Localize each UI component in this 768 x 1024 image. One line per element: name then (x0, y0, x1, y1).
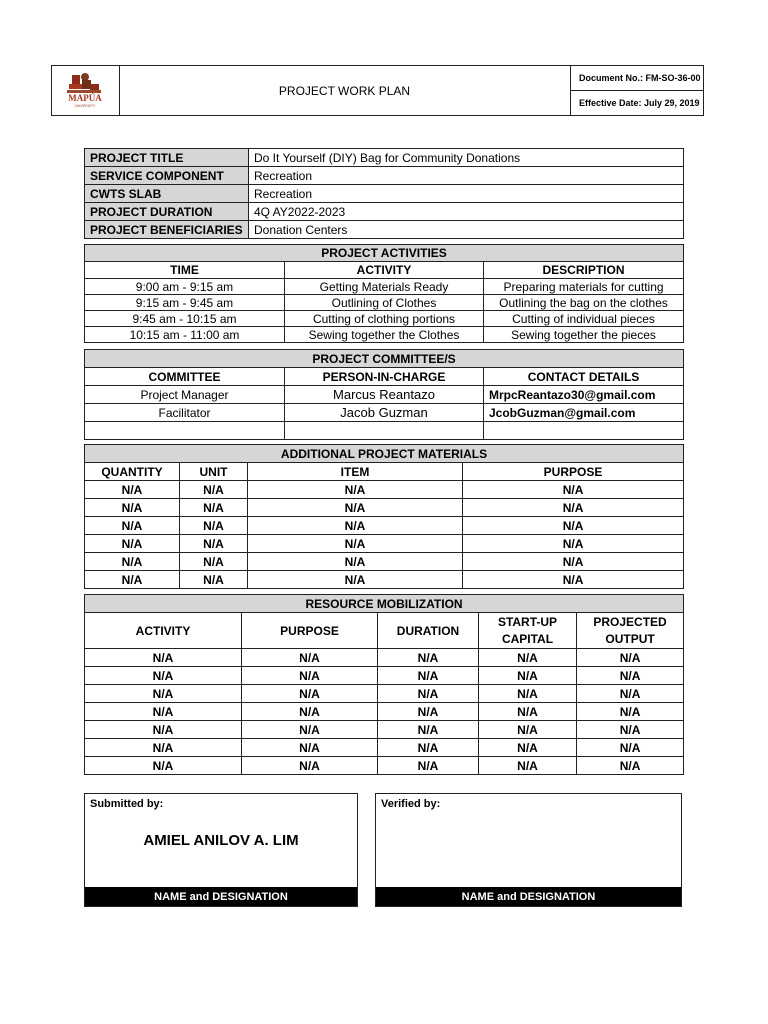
table-row (85, 649, 684, 667)
column-header: PERSON-IN-CHARGE (285, 368, 484, 386)
submitter-name: AMIEL ANILOV A. LIM (143, 832, 299, 849)
person-in-charge (285, 422, 484, 440)
info-row (85, 221, 684, 239)
resource-duration: N/A (378, 721, 479, 739)
activity-description: Outlining the bag on the clothes (484, 295, 684, 311)
resource-purpose: N/A (242, 757, 378, 775)
material-unit: N/A (180, 535, 248, 553)
info-label: PROJECT BENEFICIARIES (85, 221, 249, 239)
material-purpose: N/A (463, 517, 684, 535)
resource-duration: N/A (378, 757, 479, 775)
resource-activity: N/A (85, 667, 242, 685)
resource-purpose: N/A (242, 649, 378, 667)
committee-role (85, 422, 285, 440)
material-purpose: N/A (463, 499, 684, 517)
table-row (85, 499, 684, 517)
material-purpose: N/A (463, 571, 684, 589)
material-quantity: N/A (85, 499, 180, 517)
resource-header-row (85, 613, 684, 649)
resource-capital: N/A (479, 721, 577, 739)
contact-email[interactable]: JcobGuzman@gmail.com (484, 404, 684, 422)
material-item: N/A (248, 481, 463, 499)
table-row (85, 667, 684, 685)
activity-time: 10:15 am - 11:00 am (85, 327, 285, 343)
table-row (85, 685, 684, 703)
table-row (85, 404, 684, 422)
info-row (85, 185, 684, 203)
material-unit: N/A (180, 517, 248, 535)
contact-email[interactable]: MrpcReantazo30@gmail.com (484, 386, 684, 404)
resource-duration: N/A (378, 649, 479, 667)
table-row (85, 517, 684, 535)
resource-purpose: N/A (242, 685, 378, 703)
svg-text:UNIVERSITY: UNIVERSITY (74, 104, 96, 108)
resource-output: N/A (577, 703, 684, 721)
resource-duration: N/A (378, 685, 479, 703)
resource-duration: N/A (378, 739, 479, 757)
column-header: TIME (85, 262, 285, 279)
material-unit: N/A (180, 571, 248, 589)
resource-output: N/A (577, 757, 684, 775)
info-row (85, 149, 684, 167)
column-header: ACTIVITY (85, 613, 242, 649)
material-quantity: N/A (85, 481, 180, 499)
resource-duration: N/A (378, 703, 479, 721)
column-header: CONTACT DETAILS (484, 368, 684, 386)
material-unit: N/A (180, 481, 248, 499)
table-row (85, 703, 684, 721)
resource-activity: N/A (85, 757, 242, 775)
table-row (85, 422, 684, 440)
activity-name: Getting Materials Ready (285, 279, 484, 295)
resource-output: N/A (577, 739, 684, 757)
committee-title: PROJECT COMMITTEE/S (85, 350, 684, 368)
contact-email (484, 422, 684, 440)
table-row (85, 739, 684, 757)
name-designation-bar: NAME and DESIGNATION (376, 887, 681, 906)
resource-output: N/A (577, 649, 684, 667)
table-row (85, 386, 684, 404)
column-header: DESCRIPTION (484, 262, 684, 279)
material-unit: N/A (180, 499, 248, 517)
committee-header-row (85, 368, 684, 386)
resource-capital: N/A (479, 739, 577, 757)
mapua-logo-icon (52, 66, 119, 115)
committee-table (84, 349, 684, 440)
activity-description: Sewing together the pieces (484, 327, 684, 343)
document-header (51, 65, 704, 116)
resource-activity: N/A (85, 703, 242, 721)
project-info-table (84, 148, 684, 239)
info-label: SERVICE COMPONENT (85, 167, 249, 185)
info-value: 4Q AY2022-2023 (249, 203, 684, 221)
activity-description: Cutting of individual pieces (484, 311, 684, 327)
activities-table (84, 244, 684, 343)
material-item: N/A (248, 571, 463, 589)
resource-activity: N/A (85, 685, 242, 703)
column-header: DURATION (378, 613, 479, 649)
material-item: N/A (248, 553, 463, 571)
material-item: N/A (248, 535, 463, 553)
column-header: START-UP CAPITAL (479, 613, 577, 649)
name-designation-bar: NAME and DESIGNATION (85, 887, 357, 906)
resource-capital: N/A (479, 667, 577, 685)
submitted-by-label: Submitted by: (90, 798, 164, 810)
info-value: Recreation (249, 185, 684, 203)
table-row (85, 721, 684, 739)
table-row (85, 535, 684, 553)
table-row (85, 481, 684, 499)
resource-activity: N/A (85, 739, 242, 757)
committee-role: Facilitator (85, 404, 285, 422)
info-label: PROJECT DURATION (85, 203, 249, 221)
person-in-charge: Jacob Guzman (285, 404, 484, 422)
resource-duration: N/A (378, 667, 479, 685)
activity-time: 9:15 am - 9:45 am (85, 295, 285, 311)
table-row (85, 553, 684, 571)
column-header: ACTIVITY (285, 262, 484, 279)
resource-table (84, 594, 684, 775)
activity-name: Outlining of Clothes (285, 295, 484, 311)
university-logo (52, 66, 120, 115)
resource-purpose: N/A (242, 739, 378, 757)
submitted-by-box (84, 793, 358, 907)
column-header: ITEM (248, 463, 463, 481)
resource-purpose: N/A (242, 667, 378, 685)
resource-purpose: N/A (242, 703, 378, 721)
column-header: UNIT (180, 463, 248, 481)
resource-activity: N/A (85, 721, 242, 739)
page-title: PROJECT WORK PLAN (119, 66, 571, 115)
effective-date: Effective Date: July 29, 2019 (579, 98, 700, 108)
activity-time: 9:00 am - 9:15 am (85, 279, 285, 295)
material-quantity: N/A (85, 517, 180, 535)
column-header: PURPOSE (242, 613, 378, 649)
table-row (85, 327, 684, 343)
activities-header-row (85, 262, 684, 279)
verified-by-box (375, 793, 682, 907)
info-row (85, 203, 684, 221)
document-number: Document No.: FM-SO-36-00 (570, 66, 703, 91)
materials-header-row (85, 463, 684, 481)
column-header: COMMITTEE (85, 368, 285, 386)
table-row (85, 757, 684, 775)
resource-activity: N/A (85, 649, 242, 667)
table-row (85, 279, 684, 295)
resource-capital: N/A (479, 757, 577, 775)
materials-table (84, 444, 684, 589)
committee-role: Project Manager (85, 386, 285, 404)
column-header: PROJECTED OUTPUT (577, 613, 684, 649)
resource-capital: N/A (479, 649, 577, 667)
resource-output: N/A (577, 667, 684, 685)
verified-by-label: Verified by: (381, 798, 441, 810)
svg-text:MAPÚA: MAPÚA (68, 93, 102, 103)
material-unit: N/A (180, 553, 248, 571)
resource-capital: N/A (479, 703, 577, 721)
resource-output: N/A (577, 685, 684, 703)
info-label: PROJECT TITLE (85, 149, 249, 167)
table-row (85, 311, 684, 327)
resource-capital: N/A (479, 685, 577, 703)
material-purpose: N/A (463, 481, 684, 499)
activity-name: Sewing together the Clothes (285, 327, 484, 343)
table-row (85, 571, 684, 589)
activity-time: 9:45 am - 10:15 am (85, 311, 285, 327)
activities-title: PROJECT ACTIVITIES (85, 245, 684, 262)
resource-title: RESOURCE MOBILIZATION (85, 595, 684, 613)
material-item: N/A (248, 499, 463, 517)
info-value: Donation Centers (249, 221, 684, 239)
material-purpose: N/A (463, 535, 684, 553)
materials-title: ADDITIONAL PROJECT MATERIALS (85, 445, 684, 463)
activity-description: Preparing materials for cutting (484, 279, 684, 295)
document-meta (570, 66, 703, 115)
table-row (85, 295, 684, 311)
material-quantity: N/A (85, 571, 180, 589)
material-quantity: N/A (85, 553, 180, 571)
material-quantity: N/A (85, 535, 180, 553)
resource-purpose: N/A (242, 721, 378, 739)
person-in-charge: Marcus Reantazo (285, 386, 484, 404)
column-header: QUANTITY (85, 463, 180, 481)
activity-name: Cutting of clothing portions (285, 311, 484, 327)
resource-output: N/A (577, 721, 684, 739)
info-row (85, 167, 684, 185)
column-header: PURPOSE (463, 463, 684, 481)
info-value: Do It Yourself (DIY) Bag for Community Donations (249, 149, 684, 167)
material-purpose: N/A (463, 553, 684, 571)
info-label: CWTS SLAB (85, 185, 249, 203)
info-value: Recreation (249, 167, 684, 185)
material-item: N/A (248, 517, 463, 535)
